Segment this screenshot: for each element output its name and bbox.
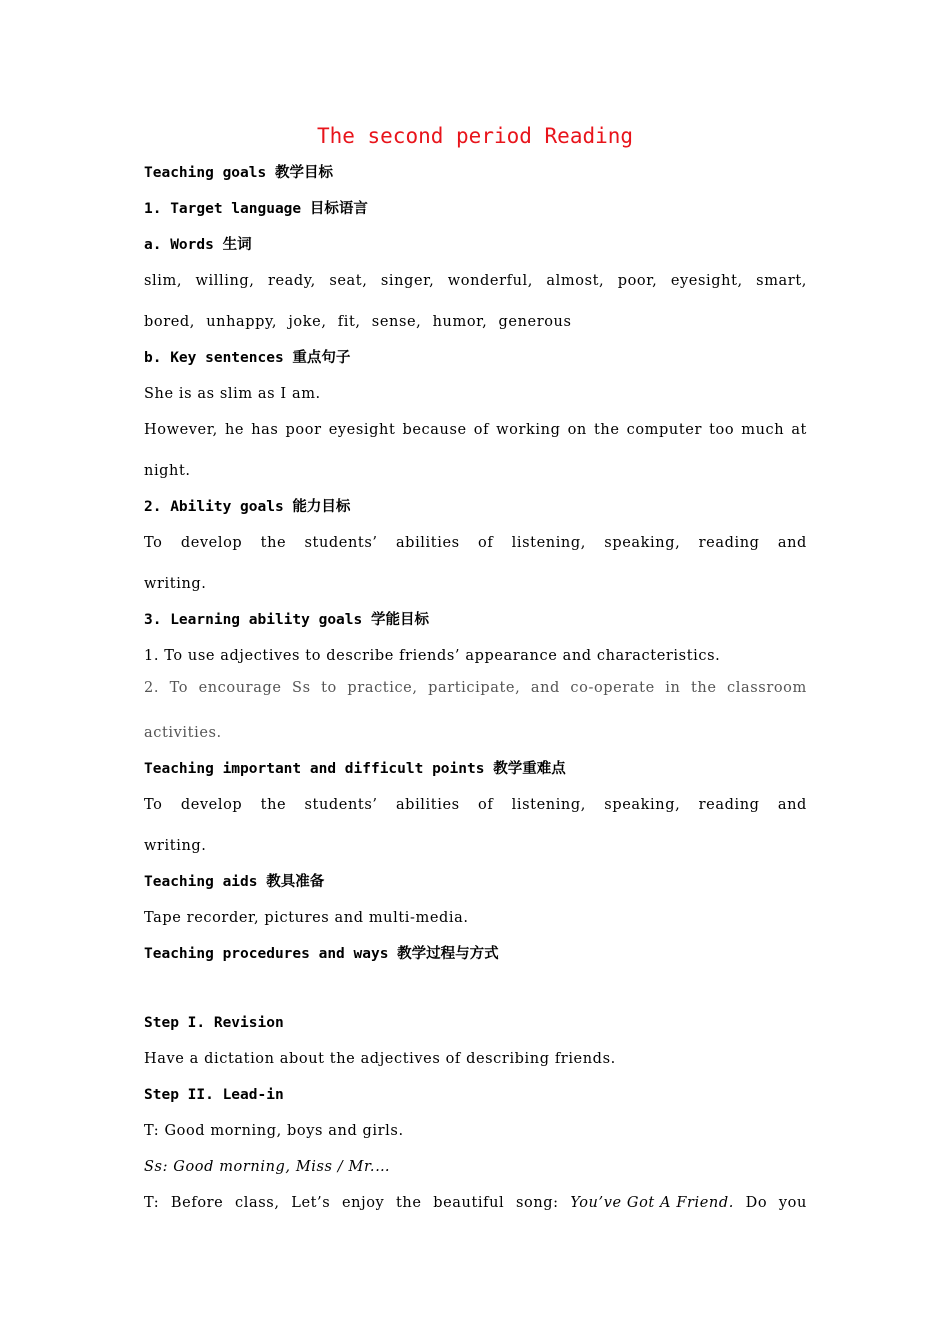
ability-line1-word: and — [777, 535, 807, 551]
words-line1-word: seat, — [329, 273, 368, 289]
sentence-1: She is as slim as I am. — [144, 386, 321, 402]
step-1-text: Have a dictation about the adjectives of describing friends. — [144, 1051, 616, 1067]
step-1-heading: Step I. Revision — [144, 1015, 284, 1031]
t-song-words-word: You’ve Got A Friend. — [570, 1195, 734, 1211]
important-line1-word: and — [777, 797, 807, 813]
key-sentences-heading: b. Key sentences 重点句子 — [144, 350, 351, 366]
target-language-heading: 1. Target language 目标语言 — [144, 201, 368, 217]
learning-item-2-line-2: activities. — [144, 725, 222, 741]
learning2-line1-word: and — [530, 680, 560, 696]
sentence2-line1-word: poor — [285, 422, 322, 438]
ability-line1-word: To — [144, 535, 163, 551]
sentence2-line1-word: computer — [626, 422, 702, 438]
important-line1-word: To — [144, 797, 163, 813]
important-line1-word: the — [260, 797, 287, 813]
sentence2-line1-word: on — [567, 422, 587, 438]
words-line1-word: willing, — [195, 273, 255, 289]
teaching-aids-heading: Teaching aids 教具准备 — [144, 874, 325, 890]
sentence2-line1-word: he — [224, 422, 245, 438]
t-song-words-word: you — [778, 1195, 807, 1211]
document-title: The second period Reading — [316, 124, 634, 148]
students-greeting: Ss: Good morning, Miss / Mr.… — [144, 1159, 391, 1175]
learning-item-2-line-1 — [144, 678, 807, 698]
sentence2-line1-word: too — [709, 422, 735, 438]
ability-line1-word: abilities — [395, 535, 460, 551]
t-song-words-word: enjoy — [341, 1195, 385, 1211]
learning2-line1-word: encourage — [198, 680, 282, 696]
learning2-line1-word: practice, — [347, 680, 418, 696]
learning2-line1-word: Ss — [292, 680, 311, 696]
ability-line-2: writing. — [144, 576, 207, 592]
learning2-line1-word: in — [665, 680, 681, 696]
words-line1-word: almost, — [546, 273, 605, 289]
words-line1-word: poor, — [617, 273, 658, 289]
words-line-1 — [144, 271, 807, 291]
sentence2-line1-word: However, — [144, 422, 218, 438]
t-song-words-word: song: — [515, 1195, 559, 1211]
important-line-2: writing. — [144, 838, 207, 854]
t-song-words-word: T: — [144, 1195, 160, 1211]
t-song-words-word: Let’s — [291, 1195, 331, 1211]
ability-line1-word: reading — [698, 535, 760, 551]
ability-line-1 — [144, 533, 807, 553]
important-line1-word: listening, — [511, 797, 586, 813]
learning2-line1-word: co-operate — [570, 680, 655, 696]
sentence2-line1-word: much — [741, 422, 785, 438]
words-line1-word: ready, — [267, 273, 316, 289]
words-line1-word: wonderful, — [447, 273, 533, 289]
sentence2-line1-word: eyesight — [328, 422, 396, 438]
t-song-words-word: the — [396, 1195, 422, 1211]
teacher-song-line — [144, 1193, 807, 1213]
procedures-heading: Teaching procedures and ways 教学过程与方式 — [144, 946, 499, 962]
sentence2-line1-word: at — [791, 422, 807, 438]
sentence2-line1-word: working — [496, 422, 561, 438]
sentence2-line1-word: of — [473, 422, 490, 438]
words-heading: a. Words 生词 — [144, 237, 252, 253]
sentence-2-line-2: night. — [144, 463, 191, 479]
sentence-2-line-1 — [144, 420, 807, 440]
teaching-goals-heading: Teaching goals 教学目标 — [144, 165, 333, 181]
learning2-line1-word: to — [321, 680, 337, 696]
t-song-words-word: Do — [745, 1195, 768, 1211]
learning2-line1-word: participate, — [428, 680, 521, 696]
step-2-heading: Step II. Lead-in — [144, 1087, 284, 1103]
ability-goals-heading: 2. Ability goals 能力目标 — [144, 499, 351, 515]
important-line1-word: of — [478, 797, 494, 813]
learning2-line1-word: the — [690, 680, 717, 696]
important-line-1 — [144, 795, 807, 815]
ability-line1-word: of — [478, 535, 494, 551]
ability-line1-word: listening, — [511, 535, 586, 551]
sentence2-line1-word: has — [251, 422, 279, 438]
words-line1-word: eyesight, — [670, 273, 743, 289]
important-points-heading: Teaching important and difficult points 教学重难点 — [144, 761, 566, 777]
important-line1-word: students’ — [304, 797, 378, 813]
t-song-words-word: Before — [170, 1195, 224, 1211]
words-line1-word: smart, — [756, 273, 807, 289]
important-line1-word: develop — [180, 797, 243, 813]
teacher-greeting: T: Good morning, boys and girls. — [144, 1123, 404, 1139]
important-line1-word: abilities — [395, 797, 460, 813]
ability-line1-word: speaking, — [604, 535, 681, 551]
teaching-aids-text: Tape recorder, pictures and multi-media. — [144, 910, 469, 926]
ability-line1-word: develop — [180, 535, 243, 551]
t-song-words-word: beautiful — [433, 1195, 505, 1211]
words-line1-word: singer, — [380, 273, 435, 289]
learning2-line1-word: classroom — [727, 680, 807, 696]
t-song-words-word: class, — [235, 1195, 280, 1211]
learning-goals-heading: 3. Learning ability goals 学能目标 — [144, 612, 429, 628]
words-line1-word: slim, — [144, 273, 183, 289]
learning2-line1-word: To — [169, 680, 189, 696]
important-line1-word: reading — [698, 797, 760, 813]
sentence2-line1-word: because — [402, 422, 467, 438]
learning2-line1-word: 2. — [144, 680, 160, 696]
ability-line1-word: the — [260, 535, 287, 551]
important-line1-word: speaking, — [604, 797, 681, 813]
ability-line1-word: students’ — [304, 535, 378, 551]
words-line-2: bored, unhappy, joke, fit, sense, humor, generous — [144, 314, 572, 330]
learning-item-1: 1. To use adjectives to describe friends’ appearance and characteristics. — [144, 648, 721, 664]
sentence2-line1-word: the — [593, 422, 620, 438]
